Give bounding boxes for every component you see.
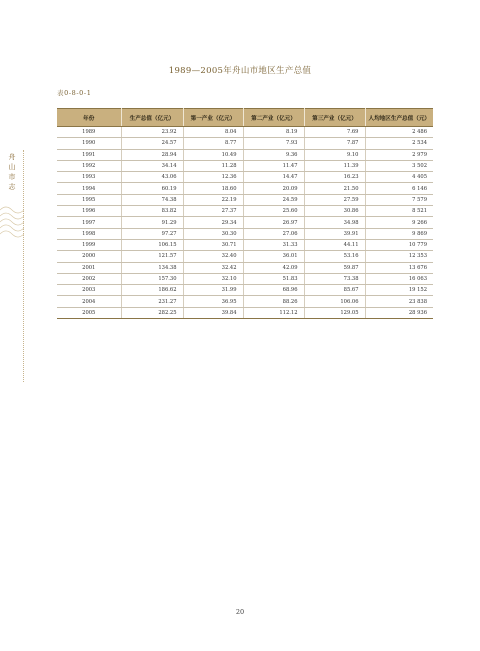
value-cell: 22.19 bbox=[183, 194, 243, 205]
year-cell: 1998 bbox=[57, 228, 121, 239]
value-cell: 51.83 bbox=[243, 273, 304, 284]
table-row bbox=[57, 228, 433, 239]
value-cell: 106.15 bbox=[121, 239, 183, 250]
value-cell: 88.26 bbox=[243, 296, 304, 307]
value-cell: 9 869 bbox=[365, 228, 433, 239]
value-cell: 68.96 bbox=[243, 285, 304, 296]
value-cell: 7.93 bbox=[243, 138, 304, 149]
column-header: 人均地区生产总值（元） bbox=[365, 109, 433, 127]
value-cell: 12 353 bbox=[365, 251, 433, 262]
value-cell: 36.01 bbox=[243, 251, 304, 262]
table-row bbox=[57, 194, 433, 205]
value-cell: 106.06 bbox=[304, 296, 365, 307]
value-cell: 157.30 bbox=[121, 273, 183, 284]
year-cell: 2004 bbox=[57, 296, 121, 307]
value-cell: 16 063 bbox=[365, 273, 433, 284]
table-row bbox=[57, 149, 433, 160]
column-header: 第三产业（亿元） bbox=[304, 109, 365, 127]
value-cell: 11.47 bbox=[243, 160, 304, 171]
value-cell: 11.28 bbox=[183, 160, 243, 171]
value-cell: 129.05 bbox=[304, 307, 365, 318]
table-row bbox=[57, 172, 433, 183]
value-cell: 34.98 bbox=[304, 217, 365, 228]
value-cell: 39.84 bbox=[183, 307, 243, 318]
value-cell: 30.86 bbox=[304, 206, 365, 217]
value-cell: 282.25 bbox=[121, 307, 183, 318]
table-row bbox=[57, 273, 433, 284]
value-cell: 73.38 bbox=[304, 273, 365, 284]
value-cell: 6 146 bbox=[365, 183, 433, 194]
year-cell: 1993 bbox=[57, 172, 121, 183]
value-cell: 4 405 bbox=[365, 172, 433, 183]
value-cell: 30.30 bbox=[183, 228, 243, 239]
value-cell: 28 936 bbox=[365, 307, 433, 318]
value-cell: 24.59 bbox=[243, 194, 304, 205]
table-row bbox=[57, 183, 433, 194]
value-cell: 85.67 bbox=[304, 285, 365, 296]
column-header: 年份 bbox=[57, 109, 121, 127]
year-cell: 1995 bbox=[57, 194, 121, 205]
value-cell: 8.77 bbox=[183, 138, 243, 149]
value-cell: 23.92 bbox=[121, 127, 183, 138]
book-title-char: 志 bbox=[8, 183, 16, 191]
value-cell: 10.49 bbox=[183, 149, 243, 160]
value-cell: 3 502 bbox=[365, 160, 433, 171]
value-cell: 7.87 bbox=[304, 138, 365, 149]
value-cell: 12.36 bbox=[183, 172, 243, 183]
value-cell: 97.27 bbox=[121, 228, 183, 239]
value-cell: 7 579 bbox=[365, 194, 433, 205]
value-cell: 36.95 bbox=[183, 296, 243, 307]
value-cell: 14.47 bbox=[243, 172, 304, 183]
value-cell: 2 979 bbox=[365, 149, 433, 160]
table-row bbox=[57, 138, 433, 149]
value-cell: 83.82 bbox=[121, 206, 183, 217]
table-row bbox=[57, 307, 433, 318]
table-row bbox=[57, 206, 433, 217]
value-cell: 59.87 bbox=[304, 262, 365, 273]
value-cell: 16.23 bbox=[304, 172, 365, 183]
value-cell: 23 838 bbox=[365, 296, 433, 307]
table-row bbox=[57, 285, 433, 296]
year-cell: 2000 bbox=[57, 251, 121, 262]
value-cell: 24.57 bbox=[121, 138, 183, 149]
value-cell: 26.97 bbox=[243, 217, 304, 228]
value-cell: 27.06 bbox=[243, 228, 304, 239]
value-cell: 2 486 bbox=[365, 127, 433, 138]
book-title-char: 市 bbox=[8, 173, 16, 181]
value-cell: 7.69 bbox=[304, 127, 365, 138]
column-header: 第一产业（亿元） bbox=[183, 109, 243, 127]
value-cell: 32.10 bbox=[183, 273, 243, 284]
table-number: 表0-8-0-1 bbox=[57, 89, 92, 97]
value-cell: 112.12 bbox=[243, 307, 304, 318]
year-cell: 1990 bbox=[57, 138, 121, 149]
value-cell: 31.33 bbox=[243, 239, 304, 250]
value-cell: 44.11 bbox=[304, 239, 365, 250]
year-cell: 2002 bbox=[57, 273, 121, 284]
value-cell: 32.42 bbox=[183, 262, 243, 273]
value-cell: 8 521 bbox=[365, 206, 433, 217]
value-cell: 28.94 bbox=[121, 149, 183, 160]
page-number: 20 bbox=[235, 608, 245, 616]
gdp-table bbox=[57, 108, 433, 319]
value-cell: 74.38 bbox=[121, 194, 183, 205]
value-cell: 27.59 bbox=[304, 194, 365, 205]
value-cell: 18.60 bbox=[183, 183, 243, 194]
value-cell: 10 779 bbox=[365, 239, 433, 250]
year-cell: 1996 bbox=[57, 206, 121, 217]
table-header-row bbox=[57, 109, 433, 127]
value-cell: 8.19 bbox=[243, 127, 304, 138]
book-title-char: 山 bbox=[8, 163, 16, 171]
table-row bbox=[57, 160, 433, 171]
value-cell: 9.36 bbox=[243, 149, 304, 160]
value-cell: 42.09 bbox=[243, 262, 304, 273]
table-row bbox=[57, 127, 433, 138]
value-cell: 9 266 bbox=[365, 217, 433, 228]
year-cell: 2001 bbox=[57, 262, 121, 273]
value-cell: 231.27 bbox=[121, 296, 183, 307]
value-cell: 134.38 bbox=[121, 262, 183, 273]
year-cell: 1989 bbox=[57, 127, 121, 138]
year-cell: 2003 bbox=[57, 285, 121, 296]
value-cell: 25.60 bbox=[243, 206, 304, 217]
value-cell: 39.91 bbox=[304, 228, 365, 239]
book-title-char: 舟 bbox=[8, 153, 16, 161]
table-row bbox=[57, 262, 433, 273]
column-header: 第二产业（亿元） bbox=[243, 109, 304, 127]
value-cell: 13 676 bbox=[365, 262, 433, 273]
year-cell: 1999 bbox=[57, 239, 121, 250]
value-cell: 11.39 bbox=[304, 160, 365, 171]
value-cell: 60.19 bbox=[121, 183, 183, 194]
table-row bbox=[57, 217, 433, 228]
value-cell: 32.40 bbox=[183, 251, 243, 262]
year-cell: 1997 bbox=[57, 217, 121, 228]
value-cell: 186.62 bbox=[121, 285, 183, 296]
table-row bbox=[57, 251, 433, 262]
year-cell: 1992 bbox=[57, 160, 121, 171]
value-cell: 43.06 bbox=[121, 172, 183, 183]
table-title: 1989—2005年舟山市地区生产总值 bbox=[168, 66, 312, 76]
wave-ornament-icon bbox=[0, 200, 24, 244]
value-cell: 31.99 bbox=[183, 285, 243, 296]
value-cell: 34.14 bbox=[121, 160, 183, 171]
value-cell: 29.34 bbox=[183, 217, 243, 228]
value-cell: 30.71 bbox=[183, 239, 243, 250]
table-row bbox=[57, 239, 433, 250]
year-cell: 2005 bbox=[57, 307, 121, 318]
value-cell: 8.04 bbox=[183, 127, 243, 138]
year-cell: 1994 bbox=[57, 183, 121, 194]
sidebar-divider bbox=[23, 150, 24, 382]
column-header: 生产总值（亿元） bbox=[121, 109, 183, 127]
value-cell: 20.09 bbox=[243, 183, 304, 194]
table-row bbox=[57, 296, 433, 307]
value-cell: 121.57 bbox=[121, 251, 183, 262]
value-cell: 19 152 bbox=[365, 285, 433, 296]
value-cell: 91.29 bbox=[121, 217, 183, 228]
book-title-vertical bbox=[6, 152, 18, 192]
year-cell: 1991 bbox=[57, 149, 121, 160]
value-cell: 27.37 bbox=[183, 206, 243, 217]
value-cell: 2 534 bbox=[365, 138, 433, 149]
value-cell: 21.50 bbox=[304, 183, 365, 194]
value-cell: 53.16 bbox=[304, 251, 365, 262]
value-cell: 9.10 bbox=[304, 149, 365, 160]
